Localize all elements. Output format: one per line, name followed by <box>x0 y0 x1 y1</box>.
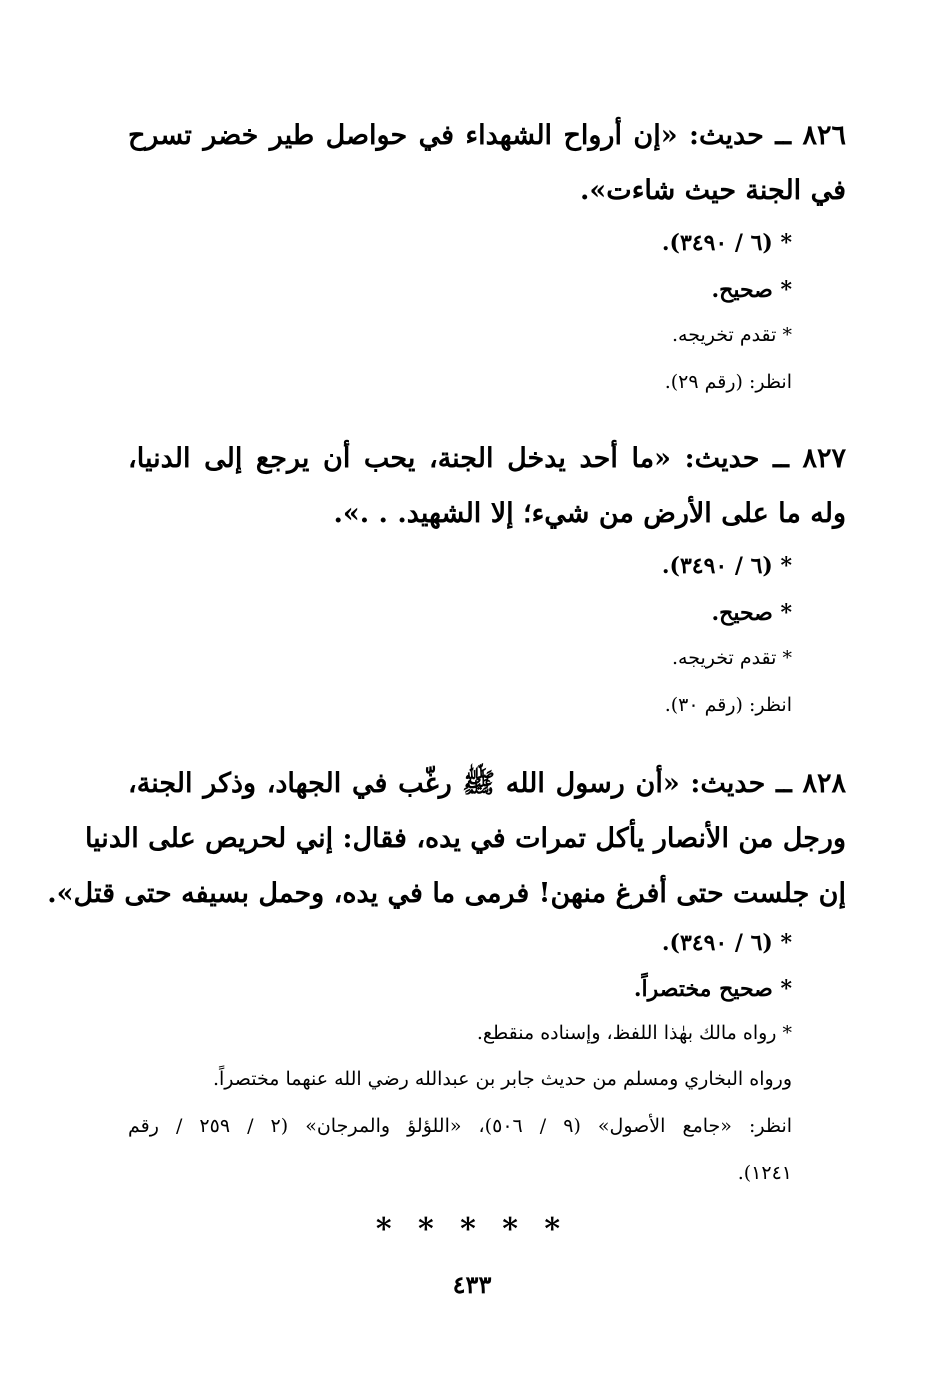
hadith-828-text-line-1: ٨٢٨ ــ حديث: «أن رسول الله ﷺ رغّب في الجهاد، وذكر الجنة، <box>128 768 846 799</box>
hadith-827-grade: * صحيح. <box>711 600 792 626</box>
section-separator: * * * * * <box>375 1212 569 1247</box>
hadith-828-text-line-2: ورجل من الأنصار يأكل تمرات في يده، فقال: إني لحريص على الدنيا <box>84 823 846 854</box>
hadith-826-reference: * (٦ / ٣٤٩٠). <box>661 230 792 256</box>
hadith-828-note-2: ورواه البخاري ومسلم من حديث جابر بن عبدالله رضي الله عنهما مختصراً. <box>212 1068 792 1090</box>
hadith-827-reference: * (٦ / ٣٤٩٠). <box>661 553 792 579</box>
hadith-827-text-line-2: وله ما على الأرض من شيء؛ إلا الشهيد. . .». <box>333 498 846 529</box>
hadith-828-text-line-3: إن جلست حتى أفرغ منهن! فرمى ما في يده، وحمل بسيفه حتى قتل». <box>47 878 846 909</box>
hadith-826-grade: * صحيح. <box>711 277 792 303</box>
hadith-826-text-line-1: ٨٢٦ ــ حديث: «إن أرواح الشهداء في حواصل طير خضر تسرح <box>128 120 846 151</box>
hadith-828-note-1: * رواه مالك بهٰذا اللفظ، وإسناده منقطع. <box>476 1022 792 1044</box>
hadith-827-see-also: انظر: (رقم ٣٠). <box>664 694 792 716</box>
hadith-828-grade: * صحيح مختصراً. <box>633 976 792 1002</box>
page-number: ٤٣٣ <box>452 1270 492 1299</box>
hadith-828-reference: * (٦ / ٣٤٩٠). <box>661 930 792 956</box>
hadith-826-text-line-2: في الجنة حيث شاءت». <box>580 175 846 206</box>
hadith-828-see-also-line-1: انظر: «جامع الأصول» (٩ / ٥٠٦)، «اللؤلؤ والمرجان» (٢ / ٢٥٩ / رقم <box>128 1115 793 1137</box>
hadith-826-see-also: انظر: (رقم ٢٩). <box>664 371 792 393</box>
hadith-827-note: * تقدم تخريجه. <box>671 647 792 669</box>
hadith-826-note: * تقدم تخريجه. <box>671 324 792 346</box>
hadith-828-see-also-line-2: ١٢٤١). <box>737 1162 792 1184</box>
hadith-827-text-line-1: ٨٢٧ ــ حديث: «ما أحد يدخل الجنة، يحب أن يرجع إلى الدنيا، <box>128 443 846 474</box>
